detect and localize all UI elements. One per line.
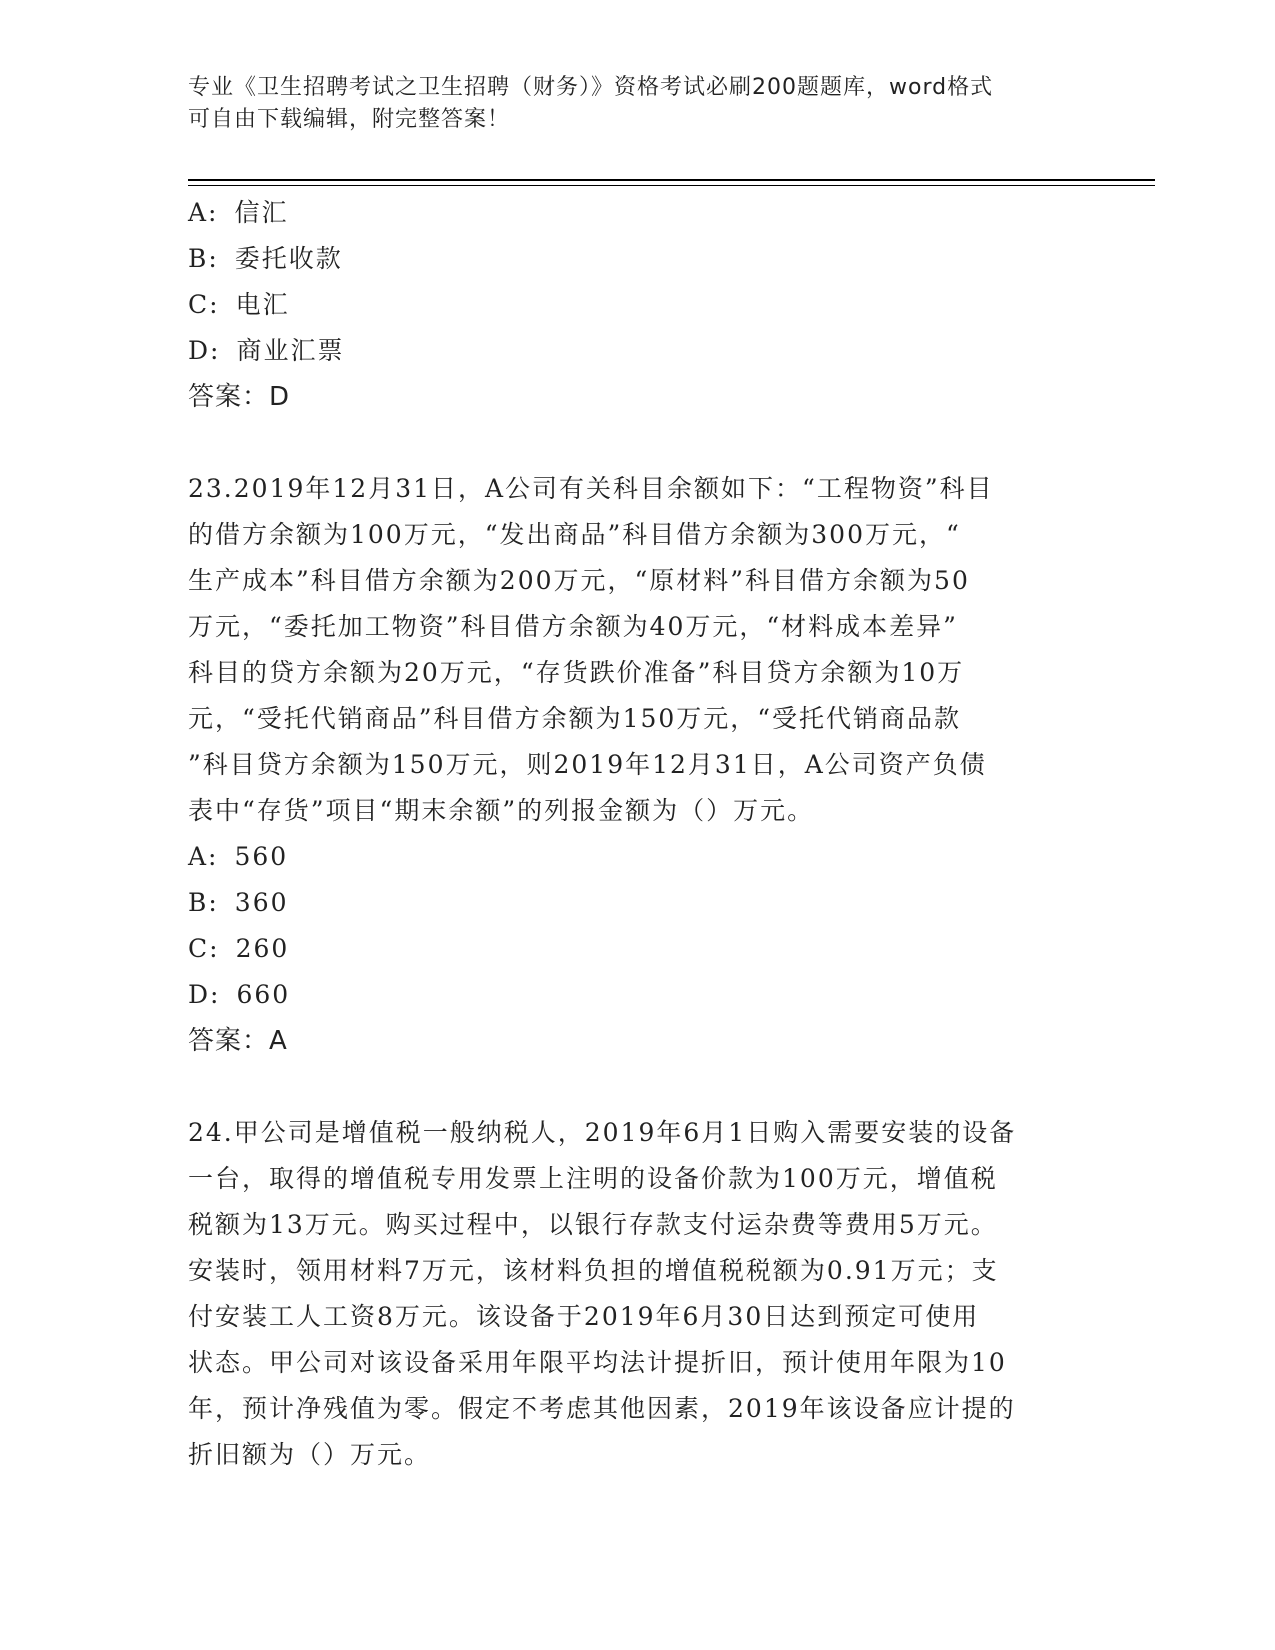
question-22-options <box>188 190 1088 374</box>
question-line: 折旧额为（）万元。 <box>188 1440 432 1469</box>
header-rule-thick <box>188 179 1155 181</box>
question-line: 元，“受托代销商品”科目借方余额为150万元，“受托代销商品款 <box>188 704 962 733</box>
answer-22: 答案：D <box>188 382 291 412</box>
header-line-2: 可自由下载编辑，附完整答案！ <box>188 107 511 132</box>
question-24 <box>188 1110 1088 1478</box>
question-23-options <box>188 834 1088 1018</box>
question-line: 一台，取得的增值税专用发票上注明的设备价款为100万元，增值税 <box>188 1164 998 1193</box>
header-rule-thin <box>188 185 1155 186</box>
question-line: 状态。甲公司对该设备采用年限平均法计提折旧，预计使用年限为10 <box>188 1348 1007 1377</box>
question-line: 安装时，领用材料7万元，该材料负担的增值税税额为0.91万元；支 <box>188 1256 999 1285</box>
question-line: 23.2019年12月31日，A公司有关科目余额如下：“工程物资”科目 <box>188 474 994 503</box>
spacer <box>188 420 1088 466</box>
option-b: B: 委托收款 <box>188 244 343 273</box>
question-line: 24.甲公司是增值税一般纳税人，2019年6月1日购入需要安装的设备 <box>188 1118 1017 1147</box>
option-d: D: 商业汇票 <box>188 336 345 365</box>
question-line: 科目的贷方余额为20万元，“存货跌价准备”科目贷方余额为10万 <box>188 658 965 687</box>
question-line: 年，预计净残值为零。假定不考虑其他因素，2019年该设备应计提的 <box>188 1394 1016 1423</box>
option-a: A: 信汇 <box>188 198 289 227</box>
spacer <box>188 1064 1088 1110</box>
question-line: 税额为13万元。购买过程中，以银行存款支付运杂费等费用5万元。 <box>188 1210 998 1239</box>
option-d: D: 660 <box>188 980 291 1009</box>
question-line: 生产成本”科目借方余额为200万元，“原材料”科目借方余额为50 <box>188 566 970 595</box>
option-b: B: 360 <box>188 888 289 917</box>
option-a: A: 560 <box>188 842 289 871</box>
header-line-1: 专业《卫生招聘考试之卫生招聘（财务）》资格考试必刷200题题库，word格式 <box>188 75 994 100</box>
option-c: C: 电汇 <box>188 290 290 319</box>
answer-23: 答案：A <box>188 1026 288 1056</box>
question-line: ”科目贷方余额为150万元，则2019年12月31日，A公司资产负债 <box>188 750 987 779</box>
option-c: C: 260 <box>188 934 290 963</box>
document-header <box>188 72 1068 136</box>
question-23 <box>188 466 1088 834</box>
question-line: 的借方余额为100万元，“发出商品”科目借方余额为300万元，“ <box>188 520 961 549</box>
question-line: 付安装工人工资8万元。该设备于2019年6月30日达到预定可使用 <box>188 1302 980 1331</box>
question-line: 万元，“委托加工物资”科目借方余额为40万元，“材料成本差异” <box>188 612 958 641</box>
document-body <box>188 190 1088 1478</box>
question-line: 表中“存货”项目“期末余额”的列报金额为（）万元。 <box>188 796 815 825</box>
